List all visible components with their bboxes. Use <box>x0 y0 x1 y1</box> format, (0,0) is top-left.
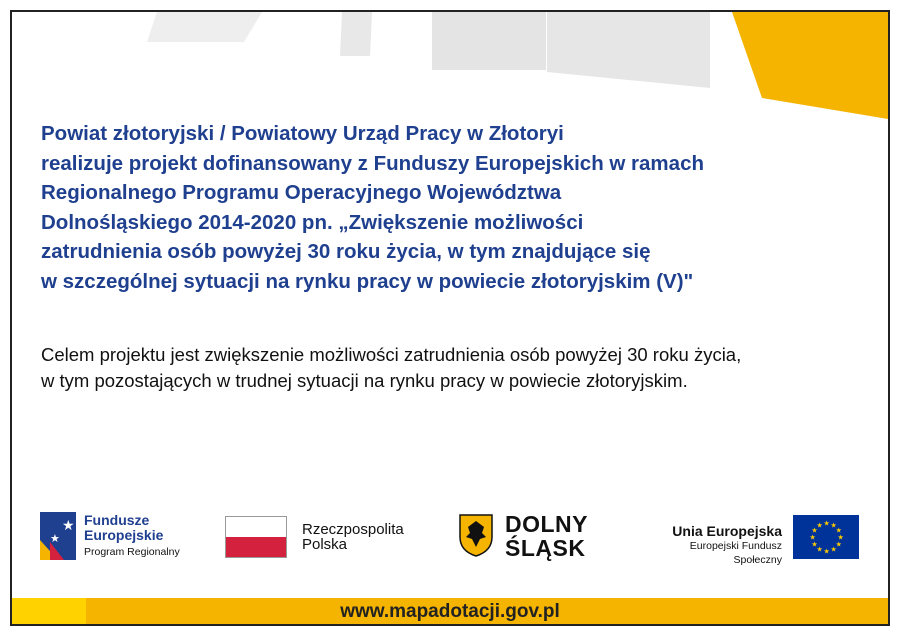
title-line: zatrudnienia osób powyżej 30 roku życia, w tym znajdujące się <box>41 240 651 263</box>
rzeczpospolita-line2: Polska <box>302 536 348 553</box>
eu-star-icon: ★ <box>835 526 842 535</box>
rzeczpospolita-line1: Rzeczpospolita <box>302 521 404 538</box>
eu-star-icon: ★ <box>816 521 823 530</box>
gray-stripe <box>547 12 710 88</box>
eu-star-icon: ★ <box>823 547 830 556</box>
eu-star-icon: ★ <box>823 519 830 528</box>
eu-star-icon: ★ <box>811 540 818 549</box>
yellow-corner <box>732 12 888 119</box>
rzeczpospolita-text <box>302 522 404 552</box>
title-line: Regionalnego Programu Operacyjnego Województwa <box>41 181 562 204</box>
description-line: w tym pozostających w trudnej sytuacji na rynku pracy w powiecie złotoryjskim. <box>41 370 688 391</box>
title-line: realizuje projekt dofinansowany z Funduszy Europejskich w ramach <box>41 151 704 175</box>
fundusze-europejskie-text <box>84 513 180 558</box>
description-line: Celem projektu jest zwiększenie możliwości zatrudnienia osób powyżej 30 roku życia, <box>41 344 742 365</box>
dolny-slask-text <box>505 512 588 560</box>
polish-flag-icon <box>225 516 287 558</box>
unia-line1: Unia Europejska <box>672 523 782 539</box>
gray-stripe <box>340 12 372 56</box>
title-line: Dolnośląskiego 2014-2020 pn. „Zwiększenie możliwości <box>41 210 584 234</box>
dolny-slask-crest-icon <box>458 513 494 557</box>
poster-frame <box>10 10 890 626</box>
svg-text:★: ★ <box>50 532 60 545</box>
project-description <box>41 342 861 394</box>
eu-star-icon: ★ <box>830 545 837 554</box>
svg-text:★: ★ <box>62 518 75 534</box>
gray-stripe <box>147 12 262 42</box>
footer-bar <box>12 598 888 624</box>
fundusze-europejskie-logo-icon <box>40 512 76 560</box>
fundusze-line2: Europejskie <box>84 527 164 543</box>
unia-europejska-text <box>640 523 782 567</box>
fundusze-line3: Program Regionalny <box>84 546 180 558</box>
eu-star-icon: ★ <box>830 521 837 530</box>
unia-line2: Europejski Fundusz Społeczny <box>689 540 782 566</box>
eu-star-icon: ★ <box>809 533 816 542</box>
dolny-slask-line1: DOLNY <box>505 511 588 537</box>
eu-star-icon: ★ <box>837 533 844 542</box>
logo-bar <box>12 504 888 574</box>
title-line: Powiat złotoryjski / Powiatowy Urząd Pracy w Złotoryi <box>41 122 564 145</box>
footer-url-link[interactable]: www.mapadotacji.gov.pl <box>340 601 560 622</box>
gray-stripe <box>432 12 546 70</box>
eu-star-icon: ★ <box>816 545 823 554</box>
eu-flag-icon <box>793 515 859 559</box>
project-title <box>41 119 841 296</box>
eu-star-icon: ★ <box>811 526 818 535</box>
eu-star-icon: ★ <box>835 540 842 549</box>
dolny-slask-line2: ŚLĄSK <box>505 535 586 561</box>
fundusze-line1: Fundusze <box>84 512 150 528</box>
title-line: w szczególnej sytuacji na rynku pracy w powiecie złotoryjskim (V)" <box>41 269 694 293</box>
